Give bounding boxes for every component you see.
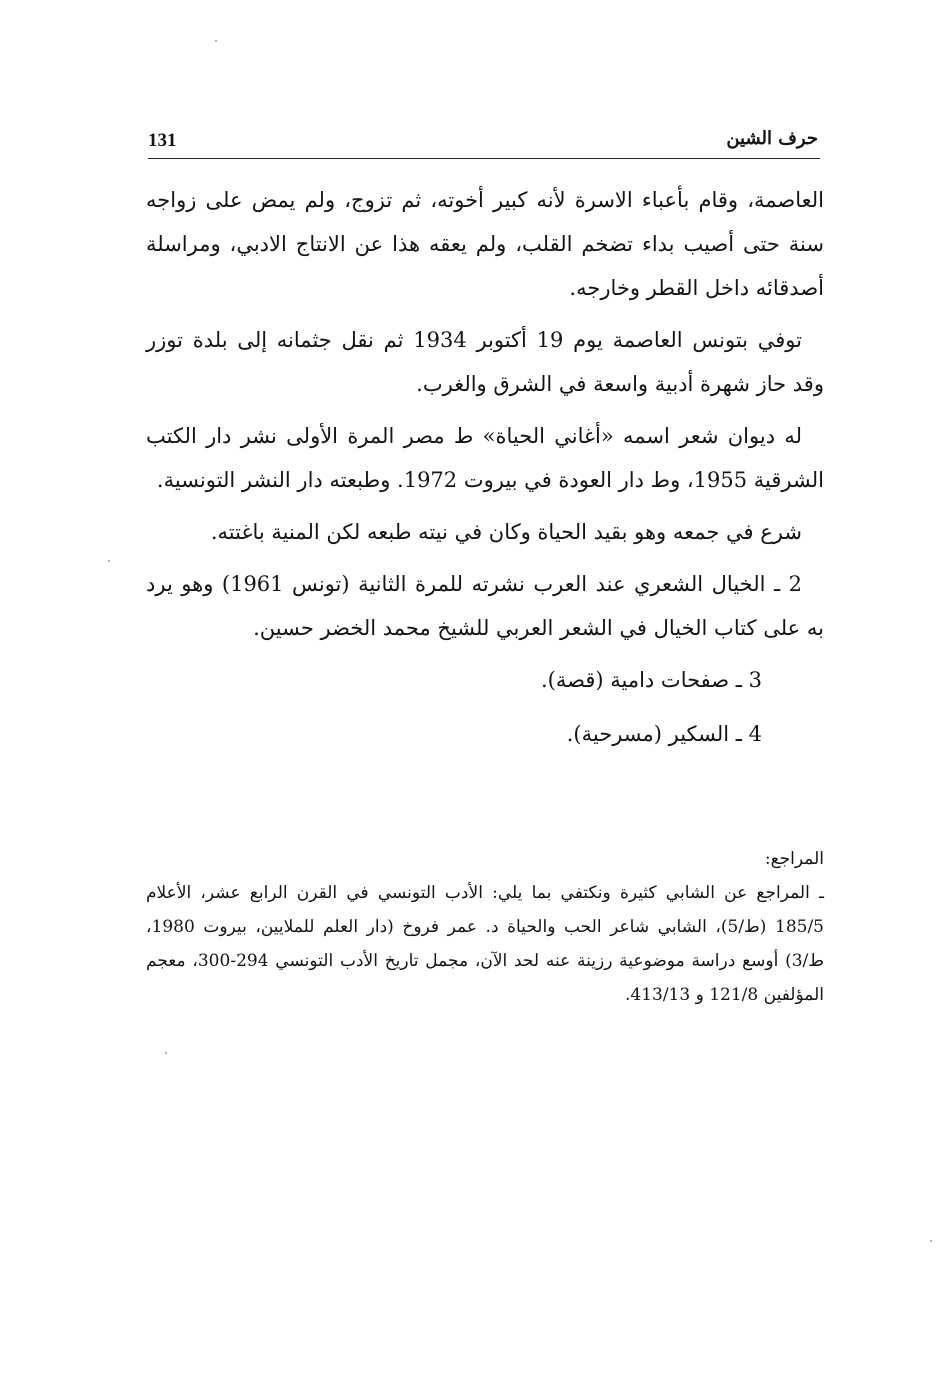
scan-speck	[930, 1240, 932, 1242]
page-header	[148, 128, 818, 158]
references-heading: المراجع:	[764, 849, 824, 869]
list-item-3: 3 ـ صفحات دامية (قصة).	[540, 668, 762, 692]
header-rule	[148, 158, 820, 159]
paragraph-collection: شرع في جمعه وهو بقيد الحياة وكان في نيته طبعه لكن المنية باغتته.	[210, 520, 802, 544]
list-item-2: 2 ـ الخيال الشعري عند العرب نشرته للمرة الثانية (تونس 1961) وهو يرد به على كتاب الخيال في الشعر العربي للشيخ محمد الخضر حسين.	[146, 572, 824, 640]
page-number: 131	[148, 130, 177, 151]
scan-speck	[215, 40, 217, 42]
scan-speck	[165, 1052, 167, 1054]
paragraph-diwan: له ديوان شعر اسمه «أغاني الحياة» ط مصر المرة الأولى نشر دار الكتب الشرقية 1955، وط دار العودة في بيروت 1972. وطبعته دار النشر التونسية.	[146, 424, 824, 492]
references-section	[146, 842, 824, 1012]
scan-speck	[108, 560, 110, 562]
references-text: ـ المراجع عن الشابي كثيرة ونكتفي بما يلي: الأدب التونسي في القرن الرابع عشر، الأعلام 185/5 (ط/5)، الشابي شاعر الحب والحياة د. عمر فروخ (دار العلم للملايين، بيروت 1980، ط/3) أوسع دراسة موضوعية رزينة عنه لحد الآن، مجمل تاريخ الأدب التونسي 294-300، معجم المؤلفين 121/8 و 413/13.	[146, 883, 824, 1005]
list-item-4: 4 ـ السكير (مسرحية).	[566, 722, 762, 746]
body-text	[146, 178, 824, 766]
paragraph-continuation: العاصمة، وقام بأعباء الاسرة لأنه كبير أخوته، ثم تزوج، ولم يمض على زواجه سنة حتى أصيب بداء تضخم القلب، ولم يعقه هذا عن الانتاج الادبي، ومراسلة أصدقائه داخل القطر وخارجه.	[146, 188, 824, 300]
running-title: حرف الشين	[726, 128, 818, 149]
paragraph-death: توفي بتونس العاصمة يوم 19 أكتوبر 1934 ثم نقل جثمانه إلى بلدة توزر وقد حاز شهرة أدبية واسعة في الشرق والغرب.	[146, 328, 824, 396]
